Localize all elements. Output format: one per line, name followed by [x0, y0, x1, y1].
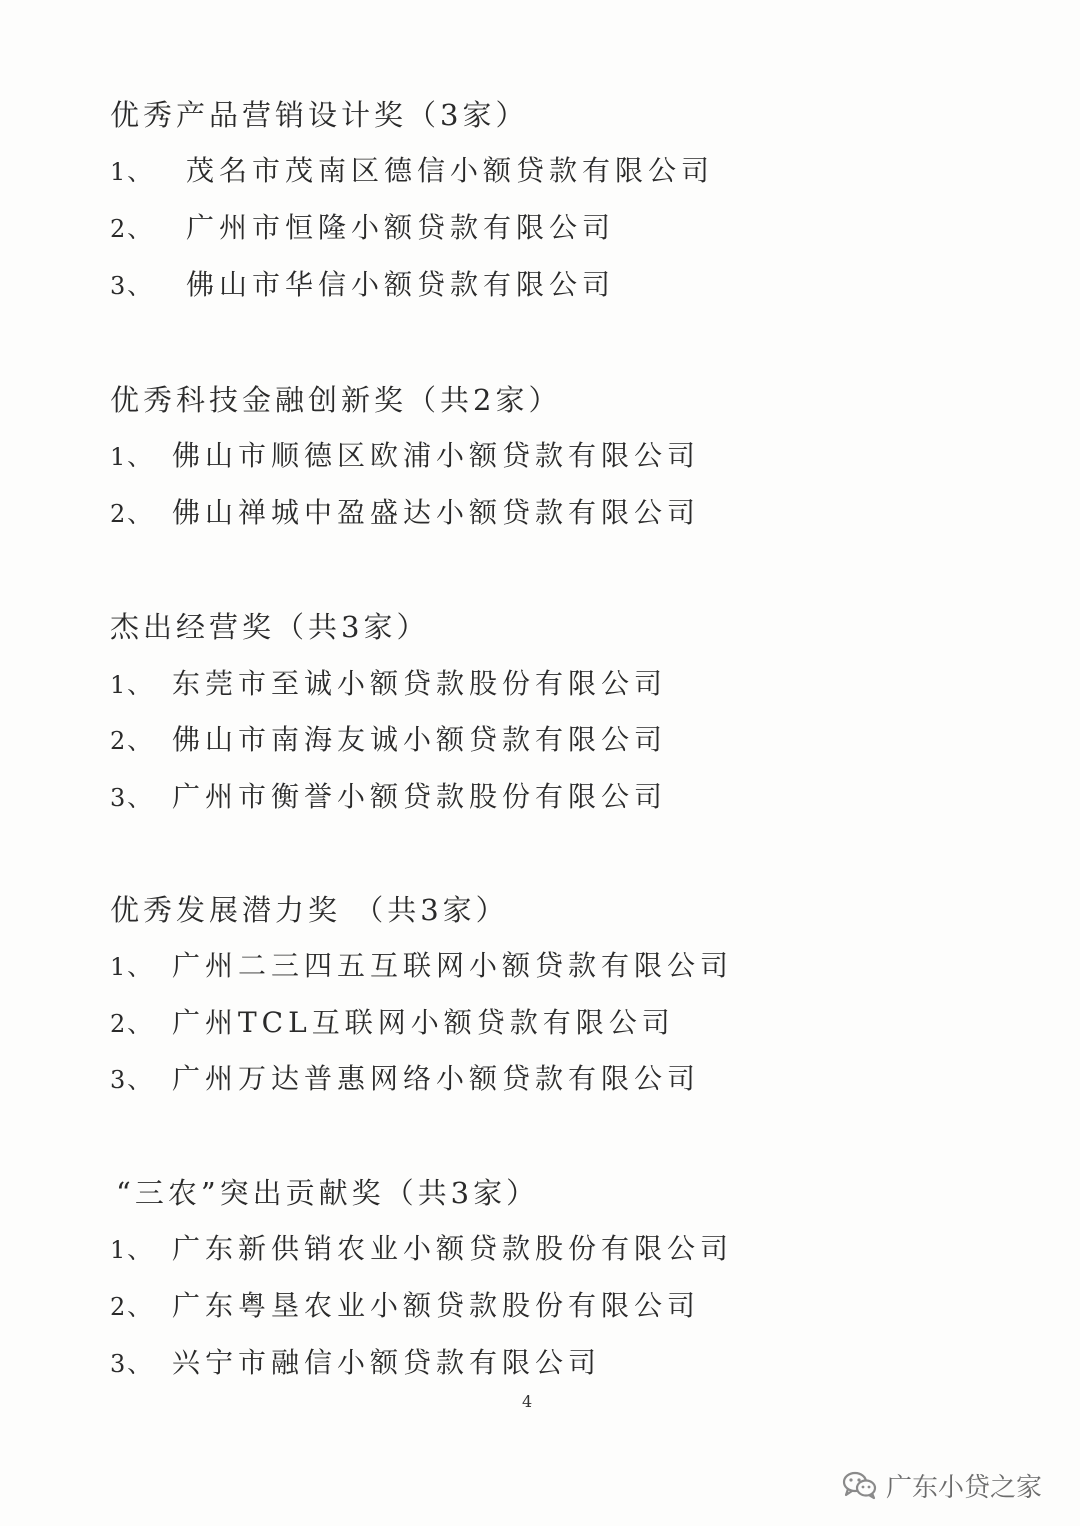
item-number: 1、: [110, 953, 154, 981]
item-number: 3、: [110, 784, 154, 812]
list-item: [110, 777, 667, 817]
item-number: 1、: [110, 671, 154, 699]
company-name: 东莞市至诚小额贷款股份有限公司: [172, 667, 668, 700]
list-item: [110, 946, 733, 986]
list-item: [110, 151, 714, 191]
list-item: [110, 265, 615, 305]
item-number: 3、: [110, 1350, 154, 1378]
list-item: [110, 720, 667, 760]
item-number: 1、: [110, 158, 154, 186]
section-heading: “三农”突出贡献奖（共3家）: [116, 1176, 540, 1210]
item-number: 1、: [110, 1236, 154, 1264]
item-number: 1、: [110, 443, 154, 471]
section-heading: 杰出经营奖（共3家）: [110, 610, 430, 644]
company-name: 广州市衡誉小额贷款股份有限公司: [172, 780, 668, 813]
list-item: [110, 1343, 601, 1383]
company-name: 兴宁市融信小额贷款有限公司: [172, 1346, 602, 1379]
list-item: [110, 1059, 700, 1099]
list-item: [110, 493, 700, 533]
company-name: 广州市恒隆小额贷款有限公司: [186, 211, 616, 244]
company-name: 佛山市南海友诚小额贷款有限公司: [172, 723, 668, 756]
company-name: 佛山市顺德区欧浦小额贷款有限公司: [172, 439, 701, 472]
list-item: [110, 208, 615, 248]
company-name: 广州万达普惠网络小额贷款有限公司: [172, 1062, 701, 1095]
item-number: 3、: [110, 272, 154, 300]
page-number: 4: [522, 1392, 533, 1411]
company-name: 茂名市茂南区德信小额贷款有限公司: [186, 154, 715, 187]
company-name: 佛山市华信小额贷款有限公司: [186, 268, 616, 301]
watermark: [842, 1463, 1042, 1507]
company-name: 广州二三四五互联网小额贷款有限公司: [172, 949, 734, 982]
list-item: [110, 1286, 700, 1326]
list-item: [110, 1229, 733, 1269]
section-heading: 优秀发展潜力奖 （共3家）: [110, 893, 509, 927]
item-number: 2、: [110, 1293, 154, 1321]
company-name: 广东新供销农业小额贷款股份有限公司: [172, 1232, 734, 1265]
item-number: 2、: [110, 500, 154, 528]
item-number: 2、: [110, 1010, 154, 1038]
company-name: 广东粤垦农业小额贷款股份有限公司: [172, 1289, 701, 1322]
item-number: 2、: [110, 727, 154, 755]
section-heading: 优秀科技金融创新奖（共2家）: [110, 383, 562, 417]
list-item: [110, 664, 667, 704]
list-item: [110, 436, 700, 476]
wechat-icon: [842, 1470, 878, 1500]
item-number: 2、: [110, 215, 154, 243]
watermark-text: 广东小贷之家: [886, 1472, 1043, 1503]
list-item: [110, 1003, 675, 1043]
section-heading: 优秀产品营销设计奖（3家）: [110, 98, 529, 132]
company-name: 广州TCL互联网小额贷款有限公司: [172, 1006, 675, 1039]
company-name: 佛山禅城中盈盛达小额贷款有限公司: [172, 496, 701, 529]
item-number: 3、: [110, 1066, 154, 1094]
